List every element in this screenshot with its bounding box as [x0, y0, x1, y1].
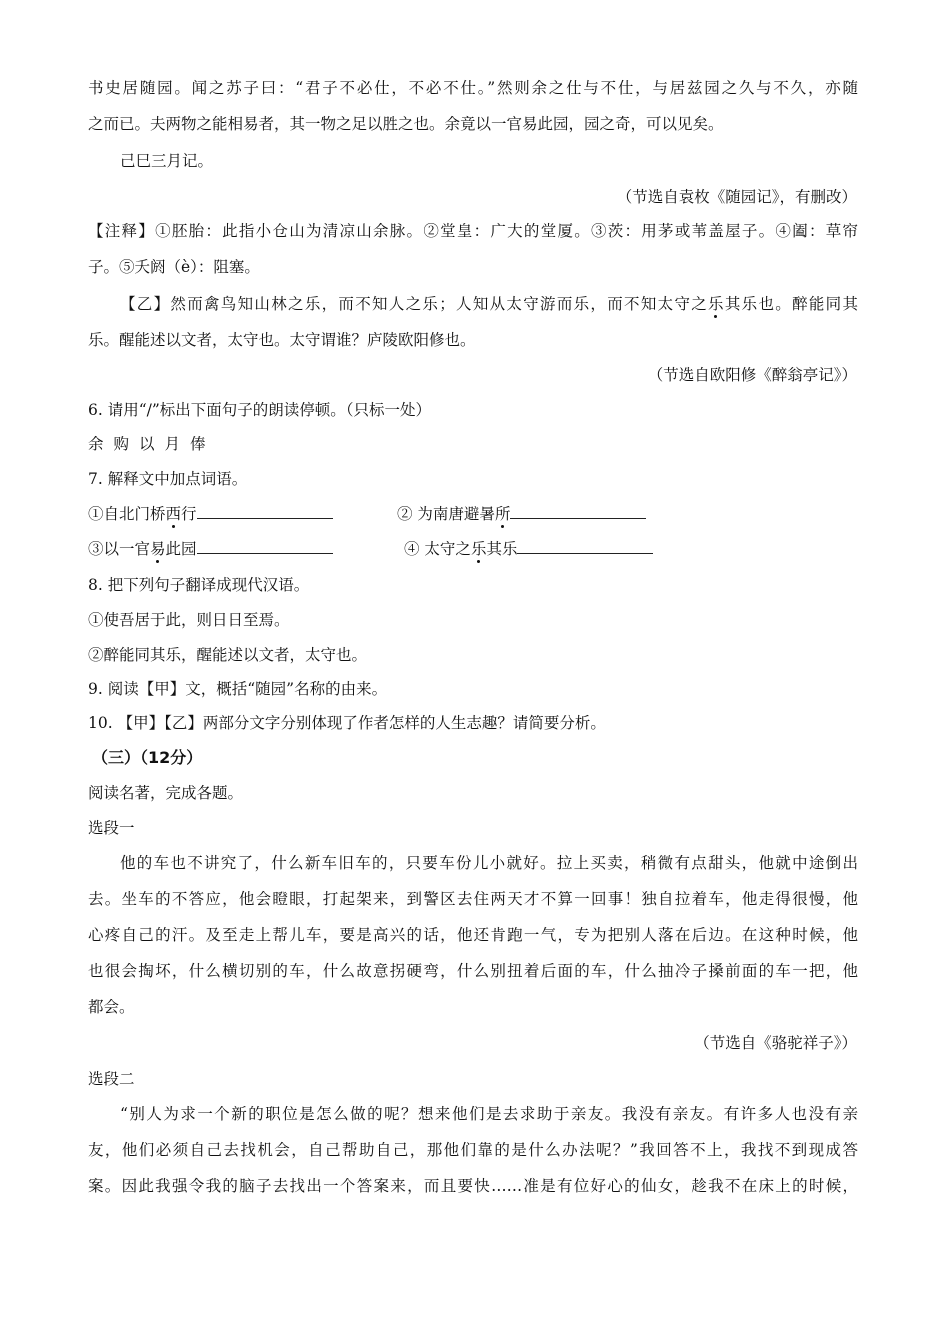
section-intro: 阅读名著，完成各题。 [88, 784, 244, 802]
question-8-sentence-2: ②醉能同其乐，醒能述以文者，太守也。 [88, 646, 368, 664]
answer-blank[interactable] [510, 503, 646, 519]
question-6: 6. 请用“/”标出下面句子的朗读停顿。（只标一处） [88, 401, 432, 419]
question-7-item-2: ② 为南唐避暑所 [397, 503, 646, 524]
question-7-item-1: ①自北门桥西行 [88, 503, 333, 524]
excerpt-2-line: “别人为求一个新的职位是怎么做的呢？想来他们是去求助于亲友。我没有亲友。有许多人也没有亲 [120, 1105, 858, 1123]
dotted-char: 所 [494, 505, 511, 523]
excerpt-1-line: 他的车也不讲究了，什么新车旧车的，只要车份儿小就好。拉上买卖，稍微有点甜头，他就中途倒出 [120, 854, 858, 872]
excerpt-2-line: 友，他们必须自己去找机会，自己帮助自己，那他们靠的是什么办法呢？”我回答不上，我找不到现成答 [88, 1141, 858, 1159]
answer-blank[interactable] [517, 538, 653, 554]
passage-jia-date: 己巳三月记。 [120, 152, 214, 170]
passage-jia-source: （节选自袁枚《随园记》，有删改） [616, 188, 857, 206]
excerpt-1-line: 心疼自己的汗。及至走上帮儿车，要是高兴的话，他还肯跑一气，专为把别人落在后边。在这种时候，他 [88, 926, 858, 944]
excerpt-2-line: 案。因此我强令我的脑子去找出一个答案来，而且要快……准是有位好心的仙女，趁我不在床上的时候， [88, 1177, 858, 1195]
dotted-char: 乐 [708, 295, 724, 313]
answer-blank[interactable] [197, 538, 333, 554]
question-7-item-4: ④ 太守之乐其乐 [404, 538, 653, 559]
excerpt-1-source: （节选自《骆驼祥子》） [694, 1034, 857, 1052]
excerpt-1-line: 去。坐车的不答应，他会瞪眼，打起架来，到警区去住两天才不算一回事！独自拉着车，他走得很慢，他 [88, 890, 858, 908]
dotted-char: 乐 [470, 540, 487, 558]
dotted-char: 易 [150, 540, 166, 558]
question-6-sentence: 余购以月俸 [88, 435, 216, 453]
passage-yi-line: 乐。醒能述以文者，太守也。太守谓谁？庐陵欧阳修也。 [88, 331, 476, 349]
excerpt-1-line: 都会。 [88, 998, 135, 1016]
notes-line: 【注释】①胚胎：此指小仓山为清凉山余脉。②堂皇：广大的堂厦。③茨：用茅或苇盖屋子。④阖：草帘 [88, 222, 858, 240]
question-8-sentence-1: ①使吾居于此，则日日至焉。 [88, 611, 290, 629]
passage-jia-line: 之而已。夫两物之能相易者，其一物之足以胜之也。余竟以一官易此园，园之奇，可以见矣。 [88, 115, 724, 133]
excerpt-1-line: 也很会掏坏，什么横切别的车，什么故意拐硬弯，什么别扭着后面的车，什么抽冷子搡前面的车一把，他 [88, 962, 858, 980]
dotted-char: 西 [165, 505, 182, 523]
answer-blank[interactable] [197, 503, 333, 519]
question-9: 9. 阅读【甲】文，概括“随园”名称的由来。 [88, 680, 388, 698]
passage-yi-source: （节选自欧阳修《醉翁亭记》） [647, 366, 857, 384]
passage-jia-line: 书史居随园。闻之苏子曰：“君子不必仕，不必不仕。”然则余之仕与不仕，与居兹园之久与不久，亦随 [88, 79, 858, 97]
question-7: 7. 解释文中加点词语。 [88, 470, 248, 488]
question-10: 10. 【甲】【乙】两部分文字分别体现了作者怎样的人生志趣？请简要分析。 [88, 714, 606, 732]
passage-yi-line: 【乙】然而禽鸟知山林之乐，而不知人之乐；人知从太守游而乐，而不知太守之乐其乐也。醉能同其 [120, 295, 858, 313]
excerpt-2-label: 选段二 [88, 1070, 135, 1088]
notes-line: 子。⑤夭阏（è）：阻塞。 [88, 258, 260, 276]
section-title: （三）（12分） [92, 748, 203, 767]
excerpt-1-label: 选段一 [88, 819, 135, 837]
question-7-item-3: ③以一官易此园 [88, 538, 333, 559]
question-8: 8. 把下列句子翻译成现代汉语。 [88, 576, 310, 594]
